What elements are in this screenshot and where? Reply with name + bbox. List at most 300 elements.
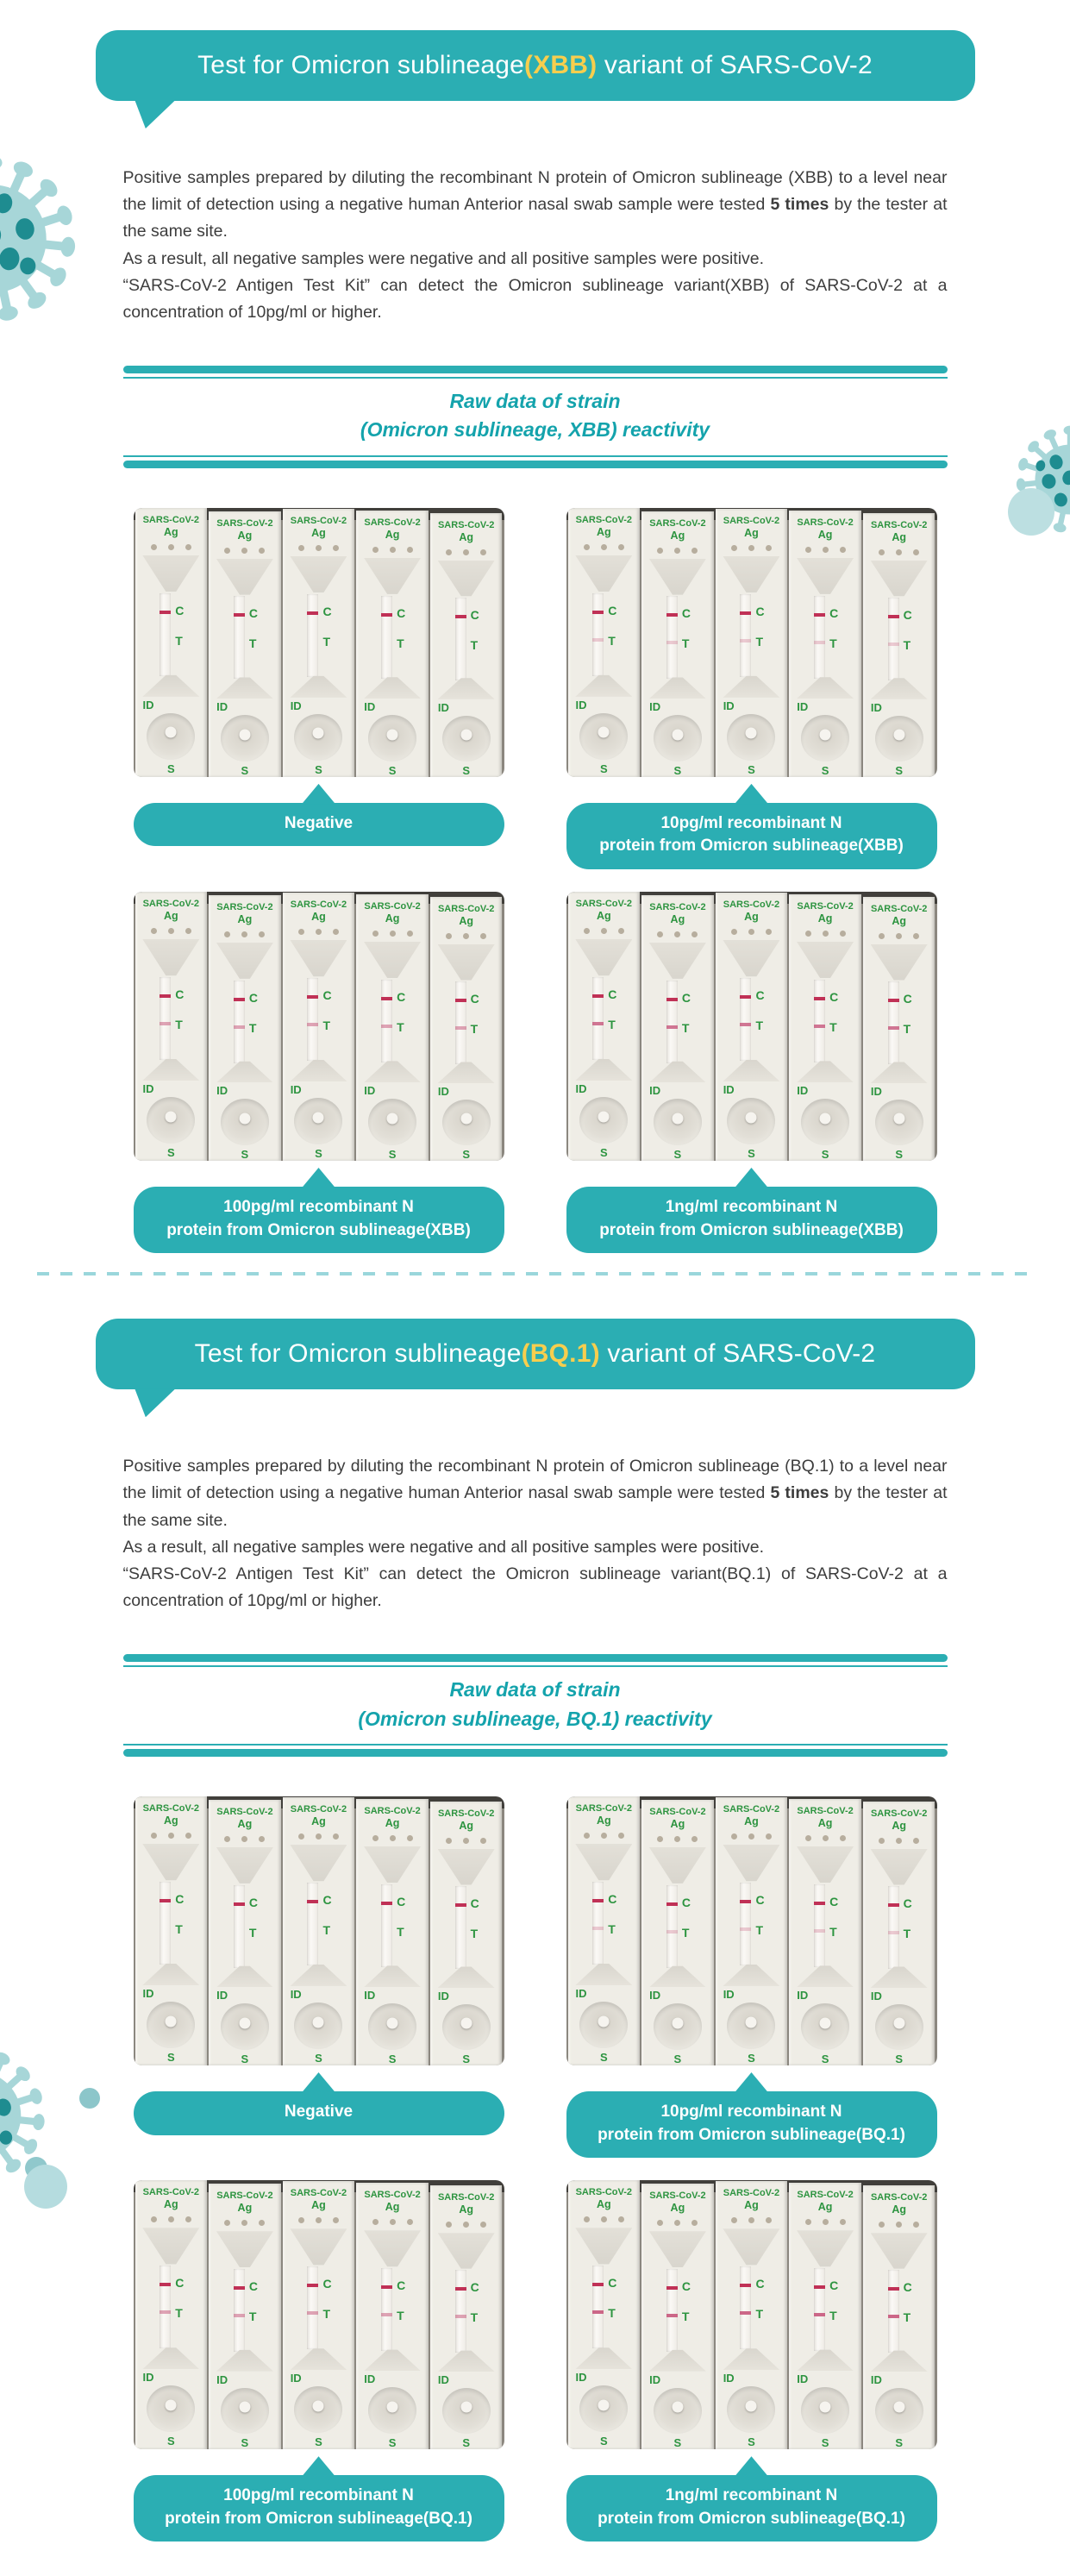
test-line [381, 1025, 392, 1028]
control-line-label: C [397, 989, 406, 1004]
cassette-result-window [438, 1886, 495, 1967]
test-cassette [283, 2181, 355, 2449]
photo-caption-pill [134, 1187, 504, 1253]
cassette-upper-funnel [438, 944, 495, 981]
cassette-vent-dots [657, 548, 698, 554]
cassette-upper-funnel [142, 939, 199, 977]
cassette-id-label: ID [437, 700, 449, 714]
test-line [234, 2314, 245, 2317]
sample-well-hole [598, 2399, 610, 2410]
control-line-label: C [397, 605, 406, 620]
result-strip [740, 1883, 751, 1965]
control-line [234, 613, 245, 617]
cassette-lower-funnel [142, 2347, 199, 2369]
result-strip [160, 1882, 171, 1965]
control-line [666, 1902, 678, 1906]
caption-line: 1ng/ml recombinant N [665, 1198, 838, 1216]
sample-well-label: S [166, 2435, 175, 2448]
cassette-brand-label: SARS-CoV-2 [575, 2187, 632, 2198]
sample-well-label: S [315, 762, 322, 776]
cassette-brand-label: SARS-CoV-2 [142, 2187, 199, 2198]
test-line [666, 1930, 678, 1934]
cassette-ag-label: Ag [459, 1820, 473, 1832]
caption-line: Negative [284, 813, 354, 832]
cassette-upper-funnel [364, 2230, 421, 2268]
cassette-brand-label: SARS-CoV-2 [290, 2188, 347, 2199]
cassette-result-window [142, 593, 199, 676]
cassette-id-label: ID [142, 1987, 154, 2000]
result-line-labels [322, 605, 331, 649]
control-line [381, 1902, 392, 1905]
test-line [888, 1026, 899, 1030]
banner-highlight: (BQ.1) [521, 1339, 600, 1369]
test-line [307, 2311, 318, 2315]
sample-well [442, 1100, 491, 1145]
result-strip [592, 593, 604, 676]
cassette-ag-label: Ag [237, 2202, 253, 2215]
cassette-vent-dots [805, 547, 846, 553]
cassette-result-window [575, 593, 632, 676]
sample-well [147, 2385, 195, 2432]
sample-well-hole [598, 727, 610, 738]
sample-well-label: S [315, 2052, 322, 2065]
rule-thick [123, 366, 948, 373]
sample-well-hole [820, 2401, 831, 2412]
result-line-labels [608, 1892, 616, 1936]
cassette-vent-dots [372, 1835, 413, 1841]
control-line [160, 994, 171, 998]
cassette-brand-label: SARS-CoV-2 [364, 901, 421, 912]
cassette-id-label: ID [649, 1989, 661, 2003]
sample-well-label: S [166, 762, 175, 775]
cassette-result-window [364, 980, 421, 1062]
sample-well [294, 714, 342, 761]
cassette-lower-funnel [649, 677, 706, 699]
test-line-label: T [608, 2306, 616, 2321]
cassette-lower-funnel [649, 1061, 706, 1083]
result-strip [160, 977, 171, 1060]
result-strip [592, 2266, 604, 2348]
caption-line: 100pg/ml recombinant N [223, 1198, 414, 1216]
banner-text: variant of SARS-CoV-2 [599, 1339, 876, 1369]
result-line-labels [755, 605, 764, 649]
photo-block-100pg [134, 2180, 504, 2542]
cassette-ag-label: Ag [670, 529, 685, 542]
sample-well [294, 1098, 342, 1144]
cassette-vent-dots [298, 1833, 339, 1840]
test-cassette [789, 2183, 861, 2449]
result-line-labels [471, 992, 479, 1036]
result-line-labels [322, 2277, 331, 2321]
test-line-label: T [248, 1020, 257, 1035]
control-line-label: C [248, 606, 259, 621]
test-line [234, 1025, 245, 1029]
result-line-labels [249, 1896, 258, 1940]
cassette-brand-label: SARS-CoV-2 [216, 517, 273, 529]
test-cassette [356, 511, 429, 777]
result-strip [381, 1884, 392, 1967]
control-line [307, 995, 318, 999]
paragraph-line: “SARS-CoV-2 Antigen Test Kit” can detect the Omicron sublineage variant(XBB) of SARS-CoV-2 at a concentration of 10pg/ml or higher. [122, 275, 948, 322]
result-strip [814, 2268, 825, 2351]
control-line-label: C [248, 1895, 259, 1909]
result-strip [381, 980, 392, 1062]
cassette-upper-funnel [871, 2233, 928, 2270]
caption-line: protein from Omicron sublineage(XBB) [166, 1220, 471, 1239]
paragraph-line: As a result, all negative samples were negative and all positive samples were positive. [122, 1537, 765, 1557]
sample-well-label: S [462, 1148, 470, 1161]
cassette-upper-funnel [438, 1849, 495, 1886]
paragraph-line: “SARS-CoV-2 Antigen Test Kit” can detect the Omicron sublineage variant(BQ.1) of SARS-CoV-2 at a concentration of 10pg/ml or higher. [122, 1564, 948, 1611]
cassette-id-label: ID [290, 1083, 302, 1096]
sample-well-hole [460, 730, 472, 741]
cassette-vent-dots [731, 929, 772, 935]
rule-thin [123, 1744, 948, 1746]
test-line [592, 2310, 604, 2314]
result-strip [666, 596, 678, 679]
test-line [814, 1929, 825, 1933]
test-line [666, 1025, 678, 1029]
control-line [160, 1899, 171, 1902]
cassette-id-label: ID [723, 699, 735, 712]
cassette-lower-funnel [797, 1060, 854, 1082]
sample-well-hole [672, 2402, 683, 2413]
control-line [234, 998, 245, 1001]
cassette-upper-funnel [871, 944, 928, 981]
result-line-labels [249, 991, 258, 1035]
cassette-ag-label: Ag [311, 1815, 326, 1827]
sample-well-label: S [388, 2052, 397, 2065]
control-line-label: C [470, 608, 479, 623]
sample-well [579, 1097, 628, 1144]
sample-well-hole [166, 2399, 177, 2410]
result-strip [592, 977, 604, 1060]
test-line [814, 641, 825, 644]
cassette-lower-funnel [649, 1965, 706, 1988]
cassette-upper-funnel [216, 1847, 273, 1885]
cassette-vent-dots [151, 928, 191, 934]
sample-well [442, 2388, 491, 2434]
cassette-result-window [142, 2266, 199, 2348]
cassette-lower-funnel [871, 677, 928, 699]
photo-block-1ng [566, 2180, 937, 2542]
sample-well-label: S [462, 763, 470, 777]
result-strip [455, 981, 466, 1064]
sample-well [368, 2003, 416, 2050]
raw-data-heading [123, 366, 948, 468]
cassette-vent-dots [584, 928, 624, 934]
cassette-ag-label: Ag [311, 526, 326, 539]
control-line-label: C [755, 604, 765, 618]
control-line [740, 611, 751, 615]
cassette-upper-funnel [575, 939, 632, 977]
photo-grid [134, 508, 937, 1253]
control-line-label: C [175, 603, 185, 617]
cassette-upper-funnel [649, 559, 706, 597]
result-line-labels [249, 2279, 258, 2323]
test-line-label: T [755, 2307, 764, 2322]
cassette-result-window [142, 1882, 199, 1965]
result-line-labels [755, 2277, 764, 2321]
cassette-lower-funnel [216, 1061, 273, 1083]
sample-well-label: S [241, 2436, 249, 2450]
result-line-labels [904, 1896, 912, 1940]
control-line [740, 995, 751, 999]
control-line [814, 2285, 825, 2289]
control-line-label: C [248, 990, 259, 1005]
test-line-label: T [681, 636, 690, 651]
test-line-label: T [903, 638, 911, 653]
cassette-ag-label: Ag [596, 525, 611, 538]
result-strip [740, 978, 751, 1061]
cassette-ag-label: Ag [670, 913, 685, 925]
result-strip [814, 596, 825, 679]
test-line-label: T [681, 2309, 690, 2323]
control-line [666, 613, 678, 617]
test-line [307, 1023, 318, 1026]
cassette-ag-label: Ag [670, 1818, 685, 1830]
result-line-labels [175, 987, 184, 1031]
raw-data-heading [123, 1654, 948, 1757]
raw-data-title: Raw data of strain (Omicron sublineage, BQ.1) reactivity [358, 1678, 712, 1730]
cassette-vent-dots [584, 1833, 624, 1839]
cassette-lower-funnel [723, 675, 779, 698]
sample-well [147, 713, 195, 760]
test-line-label: T [755, 1923, 764, 1937]
photo-grid [134, 1796, 937, 2542]
cassette-ag-label: Ag [459, 2203, 473, 2216]
cassette-ag-label: Ag [817, 1817, 833, 1829]
test-cassette [716, 1797, 788, 2065]
control-line-label: C [248, 2278, 259, 2293]
caption-line: protein from Omicron sublineage(BQ.1) [165, 2509, 472, 2528]
control-line-label: C [470, 1896, 479, 1911]
rule-thick [123, 461, 948, 468]
result-strip [307, 978, 318, 1061]
cassette-upper-funnel [723, 2228, 779, 2266]
cassette-result-window [797, 2268, 854, 2351]
sample-well [875, 2004, 923, 2050]
control-line-label: C [175, 2276, 185, 2291]
test-cassette [209, 1800, 281, 2065]
cassette-result-window [364, 1884, 421, 1967]
test-line-label: T [829, 1019, 837, 1034]
photo-caption-pill [566, 1187, 937, 1253]
test-cassette [568, 892, 641, 1161]
result-line-labels [397, 606, 405, 650]
control-line-label: C [755, 1893, 765, 1907]
cassette-id-label: ID [797, 2372, 809, 2386]
cassette-ag-label: Ag [385, 1817, 400, 1829]
control-line [455, 1903, 466, 1907]
result-line-labels [682, 2279, 691, 2323]
test-cassettes-photo [134, 892, 504, 1161]
test-line-label: T [608, 633, 616, 648]
cassette-result-window [290, 594, 347, 677]
test-cassette [356, 1799, 429, 2065]
result-line-labels [829, 606, 838, 650]
sample-well [221, 1099, 269, 1145]
cassette-brand-label: SARS-CoV-2 [649, 902, 706, 912]
test-line-label: T [175, 1922, 183, 1936]
cassette-lower-funnel [438, 677, 495, 699]
cassette-lower-funnel [723, 2347, 779, 2370]
cassette-id-label: ID [216, 1084, 228, 1098]
cassette-lower-funnel [797, 676, 854, 699]
cassette-id-label: ID [649, 1084, 661, 1098]
result-strip [160, 593, 171, 676]
sample-well-label: S [599, 2051, 608, 2064]
cassette-vent-dots [372, 547, 413, 553]
test-line-label: T [248, 636, 257, 651]
sample-well-label: S [821, 1147, 829, 1161]
test-cassette [430, 897, 503, 1161]
cassette-result-window [575, 1882, 632, 1965]
sample-well [147, 2002, 195, 2048]
cassette-vent-dots [879, 549, 919, 555]
sample-well [727, 1098, 775, 1144]
sample-well-hole [313, 2400, 324, 2411]
cassette-result-window [290, 2266, 347, 2349]
result-line-labels [682, 606, 691, 650]
test-line [814, 2313, 825, 2316]
result-strip [307, 2266, 318, 2349]
cassette-result-window [649, 596, 706, 678]
caption-line: 10pg/ml recombinant N [660, 813, 842, 832]
sample-well-hole [387, 1113, 398, 1124]
cassette-brand-label: SARS-CoV-2 [723, 2188, 780, 2199]
test-cassette [568, 1796, 641, 2065]
cassette-lower-funnel [290, 1059, 347, 1081]
control-line-label: C [681, 2278, 691, 2293]
cassette-result-window [438, 981, 495, 1062]
result-line-labels [249, 606, 258, 650]
test-line [455, 2315, 466, 2318]
test-line [888, 1931, 899, 1934]
cassette-result-window [871, 2270, 928, 2351]
cassette-upper-funnel [575, 2228, 632, 2266]
sample-well [654, 2003, 702, 2050]
control-line-label: C [681, 990, 691, 1005]
cassette-vent-dots [298, 2217, 339, 2223]
banner-text: Test for Omicron sublineage [194, 1339, 522, 1369]
sample-well-hole [387, 2401, 398, 2412]
photo-caption-pill [134, 2091, 504, 2135]
result-strip [160, 2266, 171, 2348]
sample-well [221, 2003, 269, 2050]
cassette-result-window [216, 981, 273, 1062]
sample-well-label: S [388, 1147, 397, 1161]
sample-well-hole [746, 728, 757, 739]
cassette-id-label: ID [723, 2372, 735, 2385]
sample-well-label: S [388, 2436, 397, 2450]
sample-well [368, 715, 416, 762]
sample-well [579, 713, 628, 760]
cassette-brand-label: SARS-CoV-2 [575, 899, 632, 909]
cassette-brand-label: SARS-CoV-2 [364, 1806, 421, 1816]
sample-well-hole [598, 1111, 610, 1122]
test-cassette [568, 508, 641, 777]
result-line-labels [755, 988, 764, 1032]
photo-block-100pg [134, 892, 504, 1253]
cassette-lower-funnel [364, 1060, 421, 1082]
sample-well [654, 1099, 702, 1145]
sample-well-hole [672, 1113, 683, 1124]
cassette-upper-funnel [871, 1849, 928, 1886]
cassette-upper-funnel [364, 942, 421, 980]
photo-block-10pg [566, 1796, 937, 2158]
test-cassette [789, 894, 861, 1161]
photo-block-10pg [566, 508, 937, 869]
cassette-brand-label: SARS-CoV-2 [797, 1806, 854, 1816]
sample-well-label: S [895, 2436, 903, 2450]
control-line [160, 2283, 171, 2286]
sample-well-hole [893, 1113, 904, 1125]
cassette-upper-funnel [797, 1846, 854, 1884]
sample-well [727, 714, 775, 761]
cassette-id-label: ID [870, 1989, 882, 2003]
cassette-id-label: ID [797, 1989, 809, 2003]
result-strip [814, 980, 825, 1062]
cassette-id-label: ID [649, 700, 661, 714]
cassette-id-label: ID [142, 2371, 154, 2385]
sample-well-hole [746, 2016, 757, 2028]
test-line [160, 1022, 171, 1025]
caption-line: protein from Omicron sublineage(BQ.1) [598, 2509, 905, 2528]
test-line [381, 2313, 392, 2316]
sample-well-label: S [241, 763, 249, 777]
cassette-lower-funnel [438, 1061, 495, 1083]
result-line-labels [904, 608, 912, 652]
control-line [592, 611, 604, 614]
result-strip [234, 1885, 245, 1968]
test-cassette [716, 2181, 788, 2449]
photo-caption-pill [134, 803, 504, 847]
cassette-brand-label: SARS-CoV-2 [364, 517, 421, 528]
result-strip [307, 594, 318, 677]
test-line [740, 639, 751, 642]
sample-well-hole [893, 730, 904, 741]
cassette-id-label: ID [723, 1083, 735, 1096]
result-strip [888, 1886, 899, 1969]
test-line-label: T [470, 2310, 479, 2325]
test-line-label: T [397, 1019, 404, 1034]
control-line [307, 1900, 318, 1903]
raw-data-title: Raw data of strain (Omicron sublineage, XBB) reactivity [360, 390, 710, 442]
sample-well-label: S [315, 1147, 322, 1160]
control-line-label: C [608, 987, 617, 1001]
control-line [234, 2286, 245, 2290]
control-line [814, 613, 825, 617]
result-strip [455, 2270, 466, 2353]
cassette-upper-funnel [216, 943, 273, 981]
result-strip [888, 2270, 899, 2353]
sample-well-hole [239, 2402, 250, 2413]
photo-block-negative [134, 1796, 504, 2158]
cassette-brand-label: SARS-CoV-2 [290, 1804, 347, 1814]
cassette-upper-funnel [797, 942, 854, 980]
cassette-vent-dots [584, 544, 624, 550]
cassette-lower-funnel [142, 1058, 199, 1081]
cassette-result-window [723, 978, 779, 1061]
control-line [592, 1899, 604, 1902]
result-strip [381, 2268, 392, 2351]
cassette-brand-label: SARS-CoV-2 [142, 1803, 199, 1814]
sample-well-label: S [748, 762, 755, 776]
sample-well-hole [460, 1113, 472, 1125]
photo-block-negative [134, 508, 504, 869]
cassette-result-window [649, 2269, 706, 2351]
